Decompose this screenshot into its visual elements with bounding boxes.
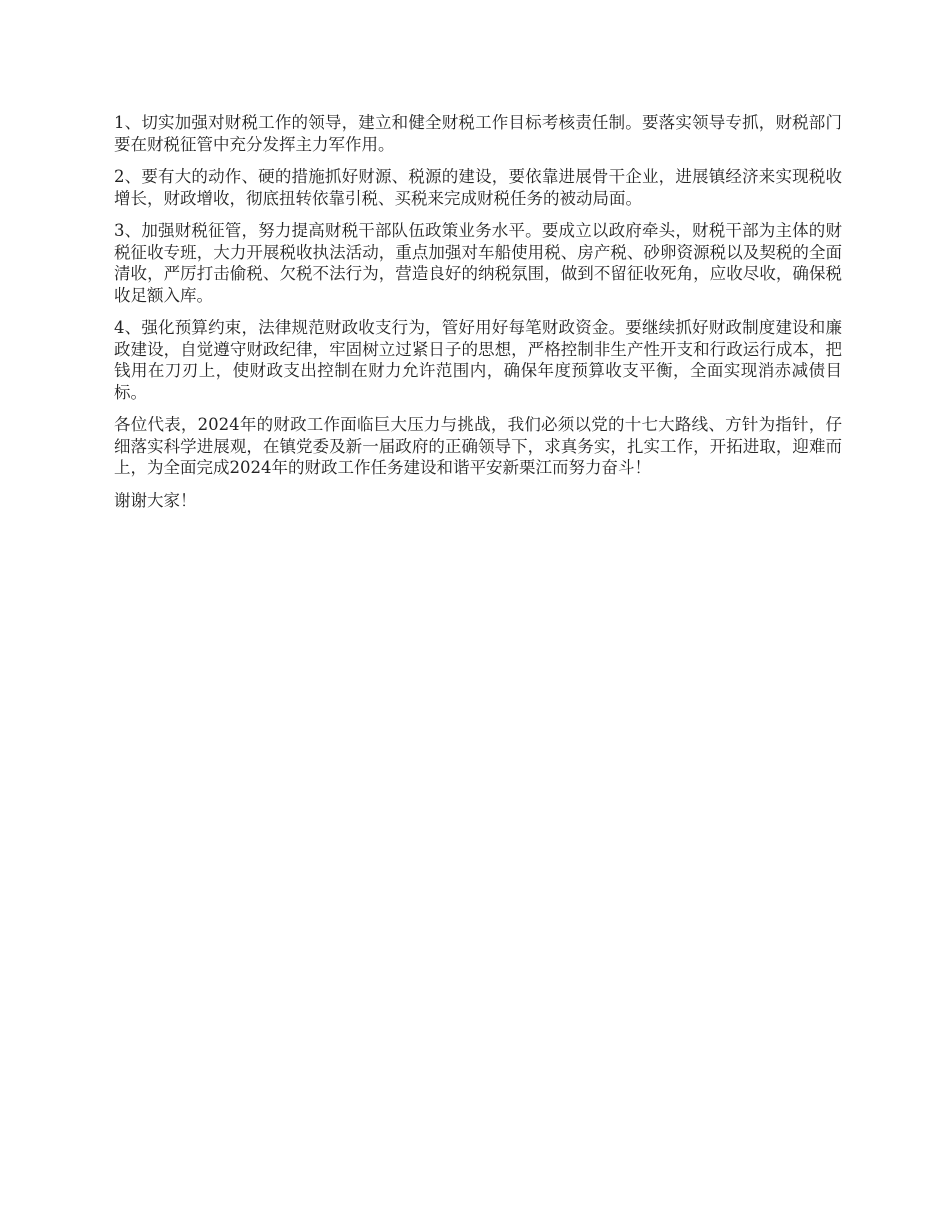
paragraph-item-4: 4、强化预算约束，法律规范财政收支行为，管好用好每笔财政资金。要继续抓好财政制度建设和廉政建设，自觉遵守财政纪律，牢固树立过紧日子的思想，严格控制非生产性开支和行政运行成本，把钱用在刀刃上，使财政支出控制在财力允许范围内，确保年度预算收支平衡，全面实现消赤减债目标。 (114, 318, 842, 402)
closing-paragraph: 各位代表，2024年的财政工作面临巨大压力与挑战，我们必须以党的十七大路线、方针为指针，仔细落实科学进展观，在镇党委及新一届政府的正确领导下，求真务实，扎实工作，开拓进取，迎难而上，为全面完成2024年的财政工作任务建设和谐平安新栗江而努力奋斗！ (114, 415, 842, 477)
paragraph-item-1: 1、切实加强对财税工作的领导，建立和健全财税工作目标考核责任制。要落实领导专抓，财税部门要在财税征管中充分发挥主力军作用。 (114, 113, 842, 154)
paragraph-item-3: 3、加强财税征管，努力提高财税干部队伍政策业务水平。要成立以政府牵头，财税干部为主体的财税征收专班，大力开展税收执法活动，重点加强对车船使用税、房产税、砂卵资源税以及契税的全面清收，严厉打击偷税、欠税不法行为，营造良好的纳税氛围，做到不留征收死角，应收尽收，确保税收足额入库。 (114, 221, 842, 305)
paragraph-item-2: 2、要有大的动作、硬的措施抓好财源、税源的建设，要依靠进展骨干企业，进展镇经济来实现税收增长，财政增收，彻底扭转依靠引税、买税来完成财税任务的被动局面。 (114, 167, 842, 208)
document-body (114, 112, 842, 522)
thanks-line: 谢谢大家！ (114, 490, 197, 510)
